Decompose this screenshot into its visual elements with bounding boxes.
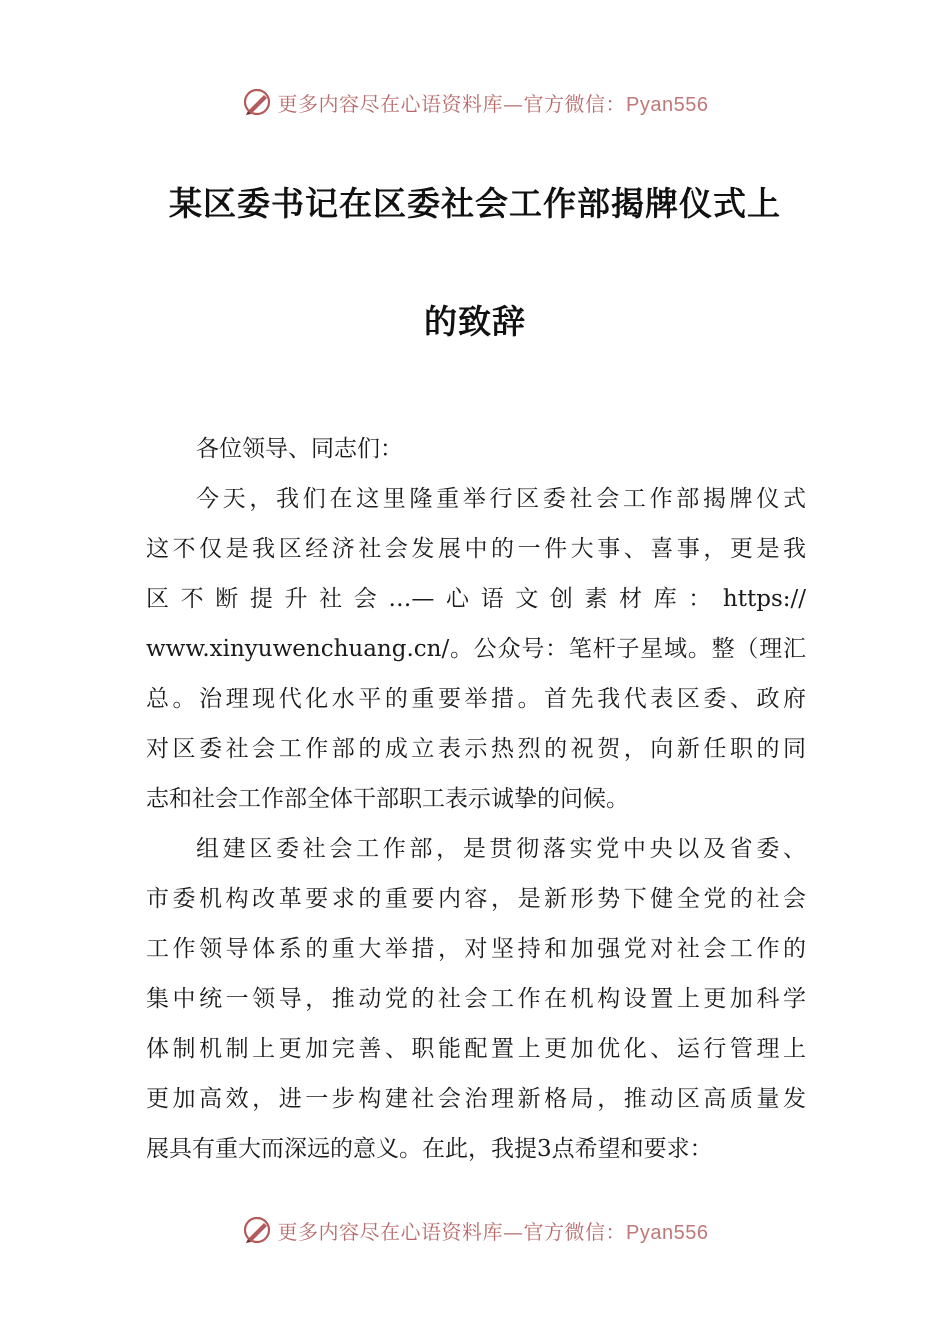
paragraph-line: 市委机构改革要求的重要内容，是新形势下健全党的社会: [146, 886, 806, 912]
paragraph-line: 工作领导体系的重大举措，对坚持和加强党对社会工作的: [146, 936, 806, 962]
paragraph-line: 总。治理现代化水平的重要举措。首先我代表区委、政府: [146, 686, 806, 712]
banner-wechat: Pyan556: [626, 93, 709, 116]
salutation: 各位领导、同志们：: [196, 436, 403, 462]
paragraph-line: www.xinyuwenchuang.cn/。公众号：笔杆子星域。整（理汇: [146, 636, 806, 662]
pen-circle-logo-icon: [242, 1215, 272, 1245]
banner-text: 更多内容尽在心语资料库—官方微信：Pyan556: [277, 1219, 709, 1244]
header-banner: [0, 80, 950, 124]
banner-text: 更多内容尽在心语资料库—官方微信：Pyan556: [277, 91, 709, 116]
banner-wechat: Pyan556: [626, 1221, 709, 1244]
footer-banner: [0, 1208, 950, 1252]
paragraph-line: 对区委社会工作部的成立表示热烈的祝贺，向新任职的同: [146, 736, 806, 762]
paragraph-line: 更加高效，进一步构建社会治理新格局，推动区高质量发: [146, 1086, 806, 1112]
paragraph-line: 今天，我们在这里隆重举行区委社会工作部揭牌仪式: [196, 486, 806, 512]
paragraph-line: 区不断提升社会…—心语文创素材库：https://: [146, 586, 806, 612]
paragraph-line: 展具有重大而深远的意义。在此，我提3点希望和要求：: [146, 1136, 713, 1162]
pen-circle-logo-icon: [242, 87, 272, 117]
paragraph-line: 这不仅是我区经济社会发展中的一件大事、喜事，更是我: [146, 536, 806, 562]
paragraph-line: 组建区委社会工作部，是贯彻落实党中央以及省委、: [196, 836, 806, 862]
document-title-line-2: 的致辞: [424, 302, 526, 341]
paragraph-line: 体制机制上更加完善、职能配置上更加优化、运行管理上: [146, 1036, 806, 1062]
paragraph-line: 志和社会工作部全体干部职工表示诚挚的问候。: [146, 786, 629, 812]
document-title-line-1: 某区委书记在区委社会工作部揭牌仪式上: [169, 184, 781, 223]
paragraph-line: 集中统一领导，推动党的社会工作在机构设置上更加科学: [146, 986, 806, 1012]
